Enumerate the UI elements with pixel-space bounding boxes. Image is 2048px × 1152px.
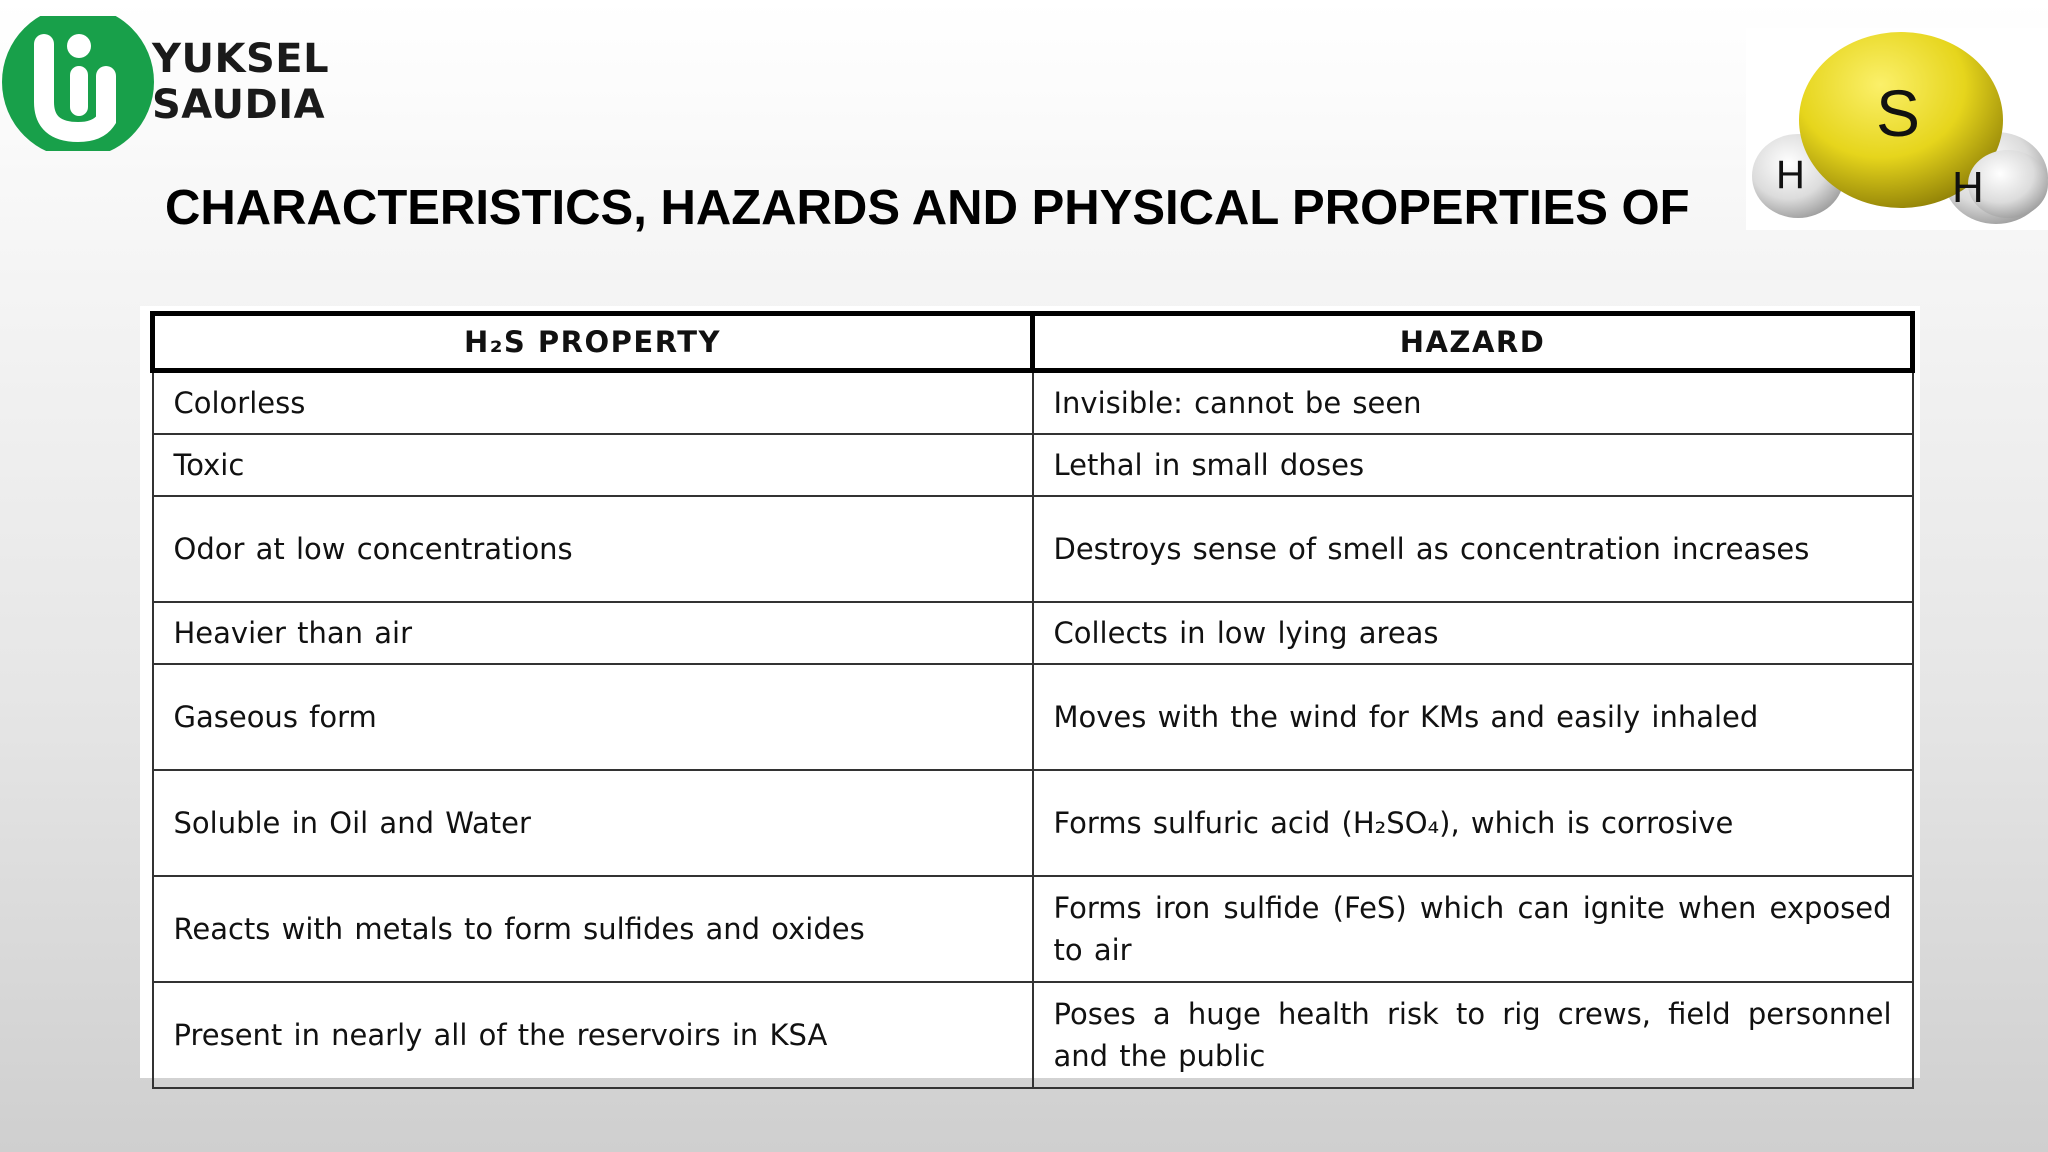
hazard-cell: Moves with the wind for KMs and easily inhaled: [1033, 664, 1913, 770]
hazard-cell: Lethal in small doses: [1033, 434, 1913, 496]
company-name-line1: YUKSEL: [152, 36, 330, 82]
hazard-cell: Invisible: cannot be seen: [1033, 371, 1913, 435]
table-row: [153, 602, 1913, 664]
property-cell: Colorless: [153, 371, 1033, 435]
hydrogen-label-left: H: [1776, 153, 1805, 197]
company-name: [152, 36, 329, 128]
table-row: [153, 371, 1913, 435]
hazard-cell: Poses a huge health risk to rig crews, field personnel and the public: [1033, 982, 1913, 1088]
property-cell: Present in nearly all of the reservoirs in KSA: [153, 982, 1033, 1088]
table-row: [153, 664, 1913, 770]
table-row: [153, 770, 1913, 876]
hydrogen-label-right: H: [1952, 163, 1984, 212]
company-logo: [0, 16, 360, 151]
property-cell: Gaseous form: [153, 664, 1033, 770]
hazard-cell: Forms iron sulfide (FeS) which can ignite when exposed to air: [1033, 876, 1913, 982]
hazard-cell: Destroys sense of smell as concentration increases: [1033, 496, 1913, 602]
property-cell: Odor at low concentrations: [153, 496, 1033, 602]
sulfur-label: S: [1876, 76, 1921, 150]
property-cell: Reacts with metals to form sulfides and oxides: [153, 876, 1033, 982]
property-cell: Soluble in Oil and Water: [153, 770, 1033, 876]
hazard-cell: Collects in low lying areas: [1033, 602, 1913, 664]
property-cell: Heavier than air: [153, 602, 1033, 664]
hazard-cell: Forms sulfuric acid (H₂SO₄), which is corrosive: [1033, 770, 1913, 876]
table-header-row: [153, 314, 1913, 371]
h2s-molecule-image: [1746, 28, 2048, 230]
column-header-property: H₂S PROPERTY: [153, 314, 1033, 371]
h2s-hazards-table: [150, 311, 1915, 1089]
column-header-hazard: HAZARD: [1033, 314, 1913, 371]
h2s-hazards-table-panel: [140, 306, 1920, 1078]
table-row: [153, 496, 1913, 602]
table-row: [153, 434, 1913, 496]
page-title: CHARACTERISTICS, HAZARDS AND PHYSICAL PROPERTIES OF: [165, 181, 1690, 235]
table-row: [153, 982, 1913, 1088]
table-row: [153, 876, 1913, 982]
company-name-line2: SAUDIA: [152, 82, 326, 128]
yuksel-logo-mark-icon: [0, 16, 160, 151]
property-cell: Toxic: [153, 434, 1033, 496]
